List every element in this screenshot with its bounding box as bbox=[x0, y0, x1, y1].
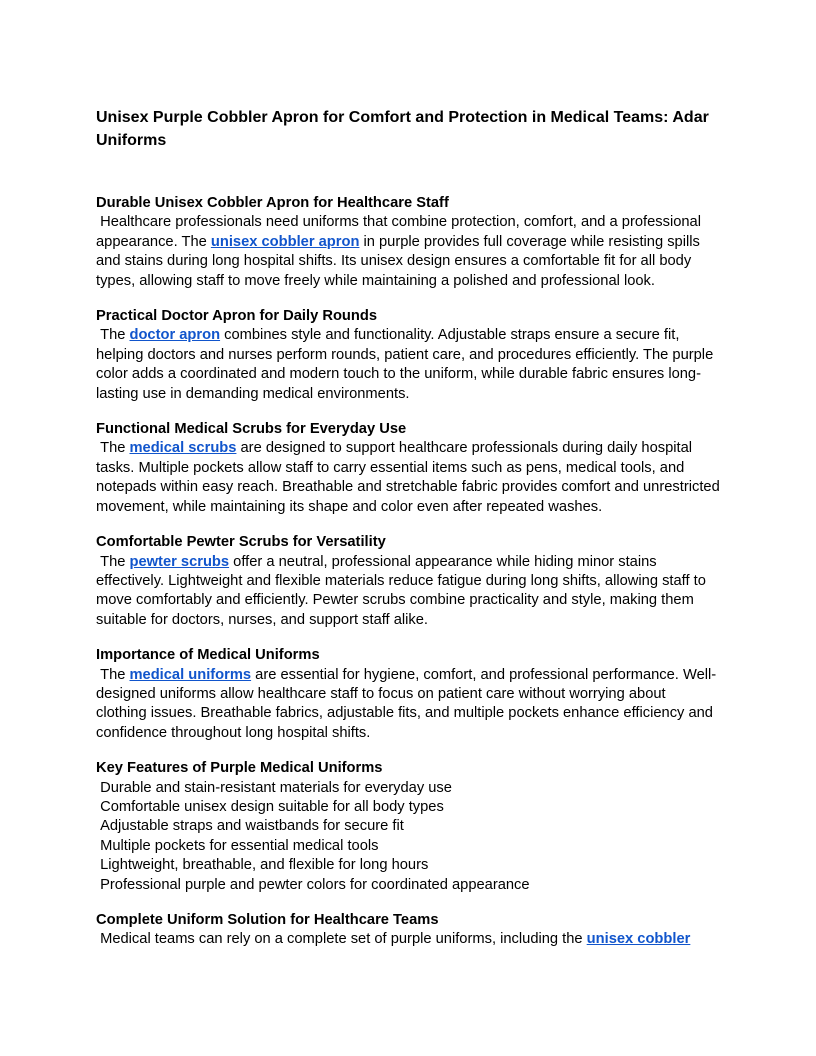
section-paragraph bbox=[96, 553, 720, 631]
section-practical-doctor-apron bbox=[96, 307, 720, 404]
section-heading: Durable Unisex Cobbler Apron for Healthcare Staff bbox=[96, 195, 449, 211]
paragraph-text: are essential for hygiene, comfort, and professional performance. Well-designed uniforms allow healthcare staff to focus on patient care without worrying about clothing issues. Breathable fabrics, adjustable fits, and multiple pockets enhance efficiency and confidence throughout long hospital shifts. bbox=[96, 666, 718, 741]
link-doctor-apron[interactable]: doctor apron bbox=[129, 327, 221, 344]
paragraph-text: are designed to support healthcare professionals during daily hospital tasks. Multiple pockets allow staff to carry essential items such as pens, medical tools, and notepads within easy reach. Breathable and stretchable fabric provides comfort and unrestricted movement, while maintaining its shape and color even after repeated washes. bbox=[96, 440, 724, 515]
section-heading: Key Features of Purple Medical Uniforms bbox=[96, 760, 383, 777]
paragraph-text: The bbox=[96, 440, 130, 457]
section-paragraph bbox=[96, 930, 720, 949]
document-title: Unisex Purple Cobbler Apron for Comfort and Protection in Medical Teams: Adar Uniforms bbox=[96, 109, 709, 149]
section-durable-unisex-cobbler-apron bbox=[96, 194, 720, 291]
paragraph-text: offer a neutral, professional appearance while hiding minor stains effectively. Lightweight and flexible materials reduce fatigue during long shifts, allowing staff to move comfortably and efficiently. Pewter scrubs combine practicality and style, making them suitable for doctors, nurses, and support staff alike. bbox=[96, 553, 710, 628]
paragraph-text: The bbox=[96, 666, 130, 683]
section-comfortable-pewter-scrubs bbox=[96, 533, 720, 630]
section-heading: Importance of Medical Uniforms bbox=[96, 647, 320, 664]
feature-line: Durable and stain-resistant materials for everyday use bbox=[96, 779, 452, 796]
section-paragraph bbox=[96, 213, 720, 291]
feature-line: Lightweight, breathable, and flexible for long hours bbox=[96, 857, 429, 874]
paragraph-text: Medical teams can rely on a complete set of purple uniforms, including the bbox=[96, 931, 587, 948]
link-unisex-cobbler[interactable]: unisex cobbler bbox=[586, 931, 691, 948]
feature-line: Professional purple and pewter colors for coordinated appearance bbox=[96, 876, 530, 893]
link-pewter-scrubs[interactable]: pewter scrubs bbox=[129, 553, 230, 570]
paragraph-text: in purple provides full coverage while resisting spills and stains during long hospital shifts. Its unisex design ensures a comfortable fit for all body types, allowing staff to move freely while maintaining a polished and professional look. bbox=[96, 233, 704, 289]
section-key-features bbox=[96, 759, 720, 895]
section-heading: Functional Medical Scrubs for Everyday Use bbox=[96, 421, 407, 438]
paragraph-text: The bbox=[96, 553, 130, 570]
feature-line: Adjustable straps and waistbands for secure fit bbox=[96, 818, 404, 835]
paragraph-text: Healthcare professionals need uniforms that combine protection, comfort, and a professional appearance. The bbox=[96, 214, 706, 250]
section-paragraph bbox=[96, 439, 724, 517]
section-heading: Complete Uniform Solution for Healthcare Teams bbox=[96, 912, 439, 928]
section-functional-medical-scrubs bbox=[96, 420, 724, 517]
feature-line: Multiple pockets for essential medical tools bbox=[96, 837, 379, 854]
section-heading: Comfortable Pewter Scrubs for Versatility bbox=[96, 534, 386, 551]
link-unisex-cobbler-apron[interactable]: unisex cobbler apron bbox=[210, 233, 360, 250]
link-medical-uniforms[interactable]: medical uniforms bbox=[129, 666, 252, 683]
section-complete-uniform-solution bbox=[96, 911, 720, 950]
paragraph-text: combines style and functionality. Adjustable straps ensure a secure fit, helping doctors and nurses perform rounds, patient care, and procedures efficiently. The purple color adds a coordinated and modern touch to the uniform, while durable fabric ensures long-lasting use in demanding medical environments. bbox=[96, 327, 718, 402]
section-paragraph bbox=[96, 326, 720, 404]
section-paragraph bbox=[96, 666, 720, 744]
section-importance-of-medical-uniforms bbox=[96, 646, 720, 743]
link-medical-scrubs[interactable]: medical scrubs bbox=[129, 440, 237, 457]
feature-line: Comfortable unisex design suitable for all body types bbox=[96, 798, 444, 815]
paragraph-text: The bbox=[96, 327, 130, 344]
section-heading: Practical Doctor Apron for Daily Rounds bbox=[96, 308, 378, 325]
